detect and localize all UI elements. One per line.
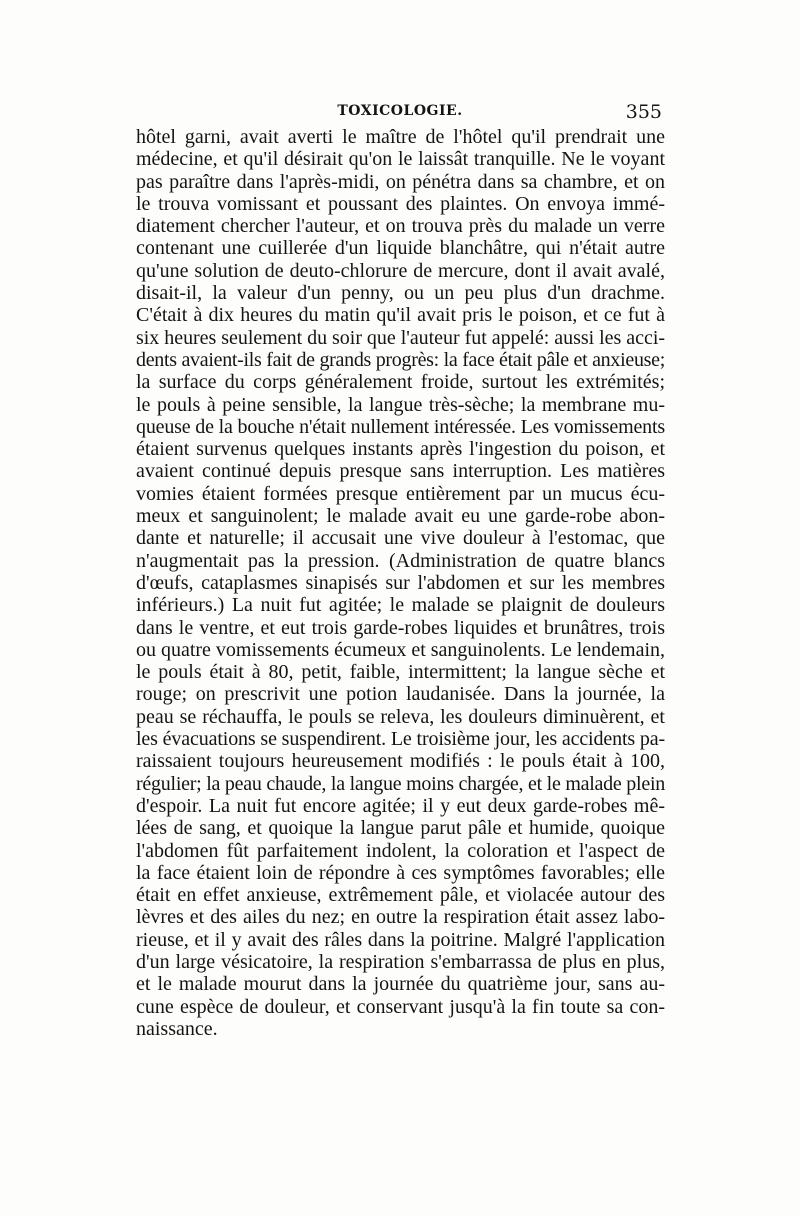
text-line: cune espèce de douleur, et conservant jusqu'à la fin toute sa con- <box>136 995 665 1018</box>
text-line: la face étaient loin de répondre à ces symptômes favorables; elle <box>136 861 665 884</box>
text-line: rieuse, et il y avait des râles dans la poitrine. Malgré l'application <box>136 928 665 951</box>
text-line: dante et naturelle; il accusait une vive douleur à l'estomac, que <box>136 527 665 550</box>
text-line: d'œufs, cataplasmes sinapisés sur l'abdomen et sur les membres <box>136 571 665 594</box>
text-line: d'un large vésicatoire, la respiration s'embarrassa de plus en plus, <box>136 950 665 973</box>
text-line: régulier; la peau chaude, la langue moins chargée, et le malade plein <box>136 772 665 795</box>
text-line: naissance. <box>136 1017 218 1040</box>
text-line: médecine, et qu'il désirait qu'on le laissât tranquille. Ne le voyant <box>136 148 665 171</box>
text-line: vomies étaient formées presque entièrement par un mucus écu- <box>136 482 665 505</box>
page-header <box>138 101 662 127</box>
text-line: C'était à dix heures du matin qu'il avait pris le poison, et ce fut à <box>136 304 665 327</box>
text-line: rouge; on prescrivit une potion laudanisée. Dans la journée, la <box>136 683 665 706</box>
text-line: l'abdomen fût parfaitement indolent, la coloration et l'aspect de <box>136 839 665 862</box>
text-line: le pouls était à 80, petit, faible, intermittent; la langue sèche et <box>136 661 665 684</box>
text-line: étaient survenus quelques instants après l'ingestion du poison, et <box>136 438 665 461</box>
text-line: dans le ventre, et eut trois garde-robes liquides et brunâtres, trois <box>136 616 665 639</box>
text-line: hôtel garni, avait averti le maître de l'hôtel qu'il prendrait une <box>136 126 665 148</box>
text-line: dents avaient-ils fait de grands progrès: la face était pâle et anxieuse; <box>136 348 665 371</box>
text-line: ou quatre vomissements écumeux et sanguinolents. Le lendemain, <box>136 638 665 661</box>
text-line: d'espoir. La nuit fut encore agitée; il y eut deux garde-robes mê- <box>136 794 665 817</box>
text-line: était en effet anxieuse, extrêmement pâle, et violacée autour des <box>136 884 665 907</box>
text-line: et le malade mourut dans la journée du quatrième jour, sans au- <box>136 973 665 996</box>
text-line: pas paraître dans l'après-midi, on pénétra dans sa chambre, et on <box>136 170 665 193</box>
text-line: peau se réchauffa, le pouls se releva, les douleurs diminuèrent, et <box>136 705 665 728</box>
text-line: raissaient toujours heureusement modifiés : le pouls était à 100, <box>136 750 665 773</box>
running-title: TOXICOLOGIE. <box>337 103 463 119</box>
text-line: lées de sang, et quoique la langue parut pâle et humide, quoique <box>136 817 665 840</box>
text-line: diatement chercher l'auteur, et on trouva près du malade un verre <box>136 215 665 238</box>
text-line: contenant une cuillerée d'un liquide blanchâtre, qui n'était autre <box>136 237 665 260</box>
text-line: n'augmentait pas la pression. (Administration de quatre blancs <box>136 549 665 572</box>
text-line: qu'une solution de deuto-chlorure de mercure, dont il avait avalé, <box>136 259 665 282</box>
text-line: avaient continué depuis presque sans interruption. Les matières <box>136 460 665 483</box>
text-line: six heures seulement du soir que l'auteur fut appelé: aussi les acci- <box>136 326 665 349</box>
text-line: disait-il, la valeur d'un penny, ou un peu plus d'un drachme. <box>136 282 665 305</box>
page-number: 355 <box>625 101 662 123</box>
text-line: la surface du corps généralement froide, surtout les extrémités; <box>136 371 665 394</box>
body-text <box>136 126 665 1040</box>
text-line: le pouls à peine sensible, la langue très-sèche; la membrane mu- <box>136 393 665 416</box>
text-line: les évacuations se suspendirent. Le troisième jour, les accidents pa- <box>136 728 665 751</box>
text-line: le trouva vomissant et poussant des plaintes. On envoya immé- <box>136 192 665 215</box>
text-line: queuse de la bouche n'était nullement intéressée. Les vomissements <box>136 415 665 438</box>
text-line: lèvres et des ailes du nez; en outre la respiration était assez labo- <box>136 906 665 929</box>
text-line: meux et sanguinolent; le malade avait eu une garde-robe abon- <box>136 505 665 528</box>
text-line: inférieurs.) La nuit fut agitée; le malade se plaignit de douleurs <box>136 594 665 617</box>
